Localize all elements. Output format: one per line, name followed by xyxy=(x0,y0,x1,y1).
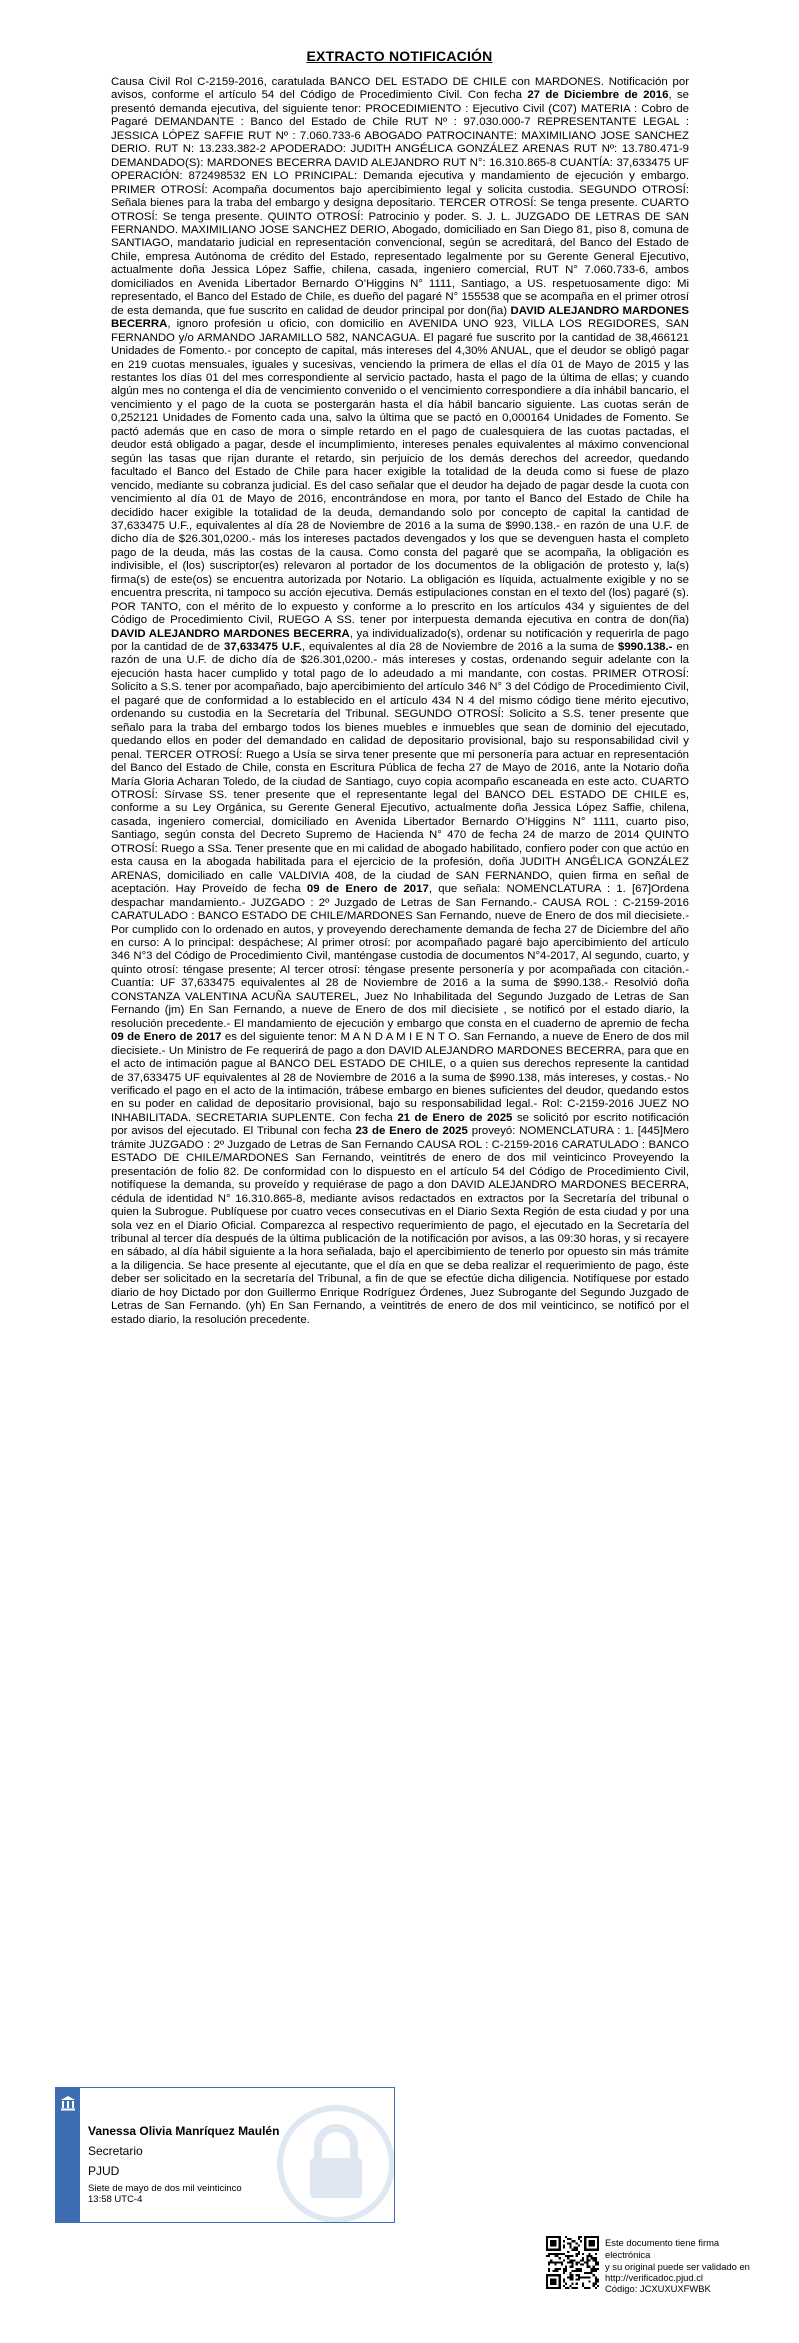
signer-role: Secretario xyxy=(88,2144,143,2158)
body-text-segment: proveyó: NOMENCLATURA : 1. [445]Mero trámite JUZGADO : 2º Juzgado de Letras de San Fernando CAUSA ROL : C-2159-2016 CARATULADO : BANCO ESTADO DE CHILE/MARDONES San Fernando, veintitrés de enero de dos mil veinticinco Proveyendo la presentación de folio 82. De conformidad con lo dispuesto en el artículo 54 del Código de Procedimiento Civil, notifíquese la demanda, su proveído y requiérase de pago a don DAVID ALEJANDRO MARDONES BECERRA, cédula de identidad N° 16.310.865-8, mediante avisos redactados en extractos por la Secretaría del tribunal o quien la Subrogue. Publíquese por cuatro veces consecutivas en el Diario Sexta Región de esta ciudad y por una sola vez en el Diario Oficial. Comparezca al respectivo requerimiento de pago, el ejecutado en la Secretaría del tribunal al tercer día después de la última publicación de la notificación por avisos, a las 09:30 horas, y si recayere en sábado, al día hábil siguiente a la hora señalada, bajo el apercibimiento de tenerlo por opuesto sin más trámite a la diligencia. Se hace presente al ejecutante, que el día en que se deba realizar el requerimiento de pago, éste deber ser solicitado en la secretaría del Tribunal, a fin de que se efectúe dicha diligencia. Notifíquese por estado diario de hoy Dictado por don Guillermo Enrique Rodríguez Órdenes, Juez Subrogante del Segundo Juzgado de Letras de San Fernando. (yh) En San Fernando, a veintitrés de enero de dos mil veinticinco, se notificó por el estado diario, la resolución precedente. xyxy=(111,1125,689,1326)
body-text-segment: en razón de una U.F. de dicho día de $26.301,0200.- más intereses y costas, ordenando seguir adelante con la ejecución hasta hacer cumplido y total pago de lo adeudado a mi mandante, con costas. PRIMER OTROSÍ: Solicito a S.S. tener por acompañado, bajo apercibimiento del artículo 346 N° 3 del Código de Procedimiento Civil, el pagaré que de conformidad a lo establecido en el artículo 434 N 4 del mismo código tiene mérito ejecutivo, ordenando su custodia en la Secretaría del Tribunal. SEGUNDO OTROSÍ: Solicito a S.S. tener presente que señalo para la traba del embargo todos los bienes muebles e inmuebles que sean de dominio del ejecutado, quedando ellos en poder del demandado en calidad de depositario provisional, bajo su responsabilidad civil y penal. TERCER OTROSÍ: Ruego a Usía se sirva tener presente que mi personería para actuar en representación del Banco del Estado de Chile, consta en Escritura Pública de fecha 27 de Mayo de 2016, ante la Notario doña María Gloria Acharan Toledo, de la ciudad de Santiago, cuyo copia acompaño escaneada en este acto. CUARTO OTROSÍ: Sírvase SS. tener presente que el representante legal del BANCO DEL ESTADO DE CHILE es, conforme a su Ley Orgánica, su Gerente General Ejecutivo, actualmente doña Jessica López Saffie, chilena, casada, ingeniero comercial, domiciliado en Avenida Libertador Bernardo O’Higgins N° 1111, cuarto piso, Santiago, según consta del Decreto Supremo de Hacienda N° 470 de fecha 24 de marzo de 2014 QUINTO OTROSÍ: Ruego a SSa. Tener presente que en mi calidad de abogado habilitado, confiero poder con que actúo en esta causa en la abogada habilitada para el ejercicio de la profesión, doña JUDITH ANGÉLICA GONZÁLEZ ARENAS, domiciliado en calle VALDIVIA 408, de la ciudad de SAN FERNANDO, quien firma en señal de aceptación. Hay Proveído de fecha xyxy=(111,641,689,896)
body-text-segment: , se presentó demanda ejecutiva, del siguiente tenor: PROCEDIMIENTO : Ejecutivo Civil (C07) MATERIA : Cobro de Pagaré DEMANDANTE : Banco del Estado de Chile RUT Nº : 97.030.000-7 REPRESENTANTE LEGAL : JESSICA LÓPEZ SAFFIE RUT Nº : 7.060.733-6 ABOGADO PATROCINANTE: MAXIMILIANO JOSE SANCHEZ DERIO. RUT N: 13.233.382-2 APODERADO: JUDITH ANGÉLICA GONZÁLEZ ARENAS RUT Nº: 13.780.471-9 DEMANDADO(S): MARDONES BECERRA DAVID ALEJANDRO RUT N°: 16.310.865-8 CUANTÍA: 37,633475 UF OPERACIÓN: 872498532 EN LO PRINCIPAL: Demanda ejecutiva y mandamiento de ejecución y embargo. PRIMER OTROSÍ: Acompaña documentos bajo apercibimiento legal y solicita custodia. SEGUNDO OTROSÍ: Señala bienes para la traba del embargo y designa depositario. TERCER OTROSÍ: Se tenga presente. CUARTO OTROSÍ: Se tenga presente. QUINTO OTROSÍ: Patrocinio y poder. S. J. L. JUZGADO DE LETRAS DE SAN FERNANDO. MAXIMILIANO JOSE SANCHEZ DERIO, Abogado, domiciliado en San Diego 81, piso 8, comuna de SANTIAGO, mandatario judicial en representación convencional, según se acreditará, del Banco del Estado de Chile, empresa Autónoma de crédito del Estado, representado legalmente por su Gerente General Ejecutivo, actualmente doña Jessica López Saffie, chilena, casada, ingeniero comercial, RUT N° 7.060.733-6, ambos domiciliados en Avenida Libertador Bernardo O’Higgins N° 1111, Santiago, a US. respetuosamente digo: Mi representado, el Banco del Estado de Chile, es dueño del pagaré N° 155538 que se acompaña en el primer otrosí de esta demanda, que fue suscrito en calidad de deudor principal por don(ña) xyxy=(111,89,689,317)
signer-name: Vanessa Olivia Manríquez Maulén xyxy=(88,2124,280,2138)
document-title: EXTRACTO NOTIFICACIÓN xyxy=(306,48,493,64)
verification-text xyxy=(605,2237,755,2284)
signature-date-line: Siete de mayo de dos mil veinticinco xyxy=(88,2183,242,2194)
verification-code: Código: JCXUXUXFWBK xyxy=(605,2283,711,2294)
body-text-segment: es del siguiente tenor: M A N D A M I E N T O. San Fernando, a nueve de Enero de dos mil diecisiete.- Un Ministro de Fe requerirá de pago a don DAVID ALEJANDRO MARDONES BECERRA, para que en el acto de intimación pague al BANCO DEL ESTADO DE CHILE, o a quien sus derechos represente la cantidad de 37,633475 UF equivalentes al 28 de Noviembre de 2016 a la suma de $990.138, más intereses, y costas.- No verificado el pago en el acto de la intimación, trábese embargo en bienes suficientes del deudor, quedando estos en su poder en calidad de depositario provisional, bajo su responsabilidad legal.- Rol: C-2159-2016 JUEZ NO INHABILITADA. SECRETARIA SUPLENTE. Con fecha xyxy=(111,1031,689,1124)
verification-link[interactable]: http://verificadoc.pjud.cl xyxy=(605,2272,703,2284)
emphasized-text: DAVID ALEJANDRO MARDONES BECERRA xyxy=(111,304,689,331)
emphasized-text: 23 de Enero de 2025 xyxy=(355,1125,468,1138)
emphasized-text: 09 de Enero de 2017 xyxy=(306,883,429,896)
body-text-segment: , ya individualizado(s), ordenar su notificación y requerirla de pago por la cantidad de de xyxy=(111,627,689,654)
signature-accent-strip xyxy=(56,2088,80,2222)
signer-organization: PJUD xyxy=(88,2164,120,2178)
verification-line: Este documento tiene firma electrónica xyxy=(605,2237,720,2260)
qr-code-icon xyxy=(546,2236,599,2289)
electronic-signature-box xyxy=(55,2087,395,2223)
emphasized-text: 09 de Enero de 2017 xyxy=(111,1031,222,1044)
bank-building-icon xyxy=(59,2094,77,2112)
body-text-segment: , que señala: NOMENCLATURA : 1. [67]Ordena despachar mandamiento.- JUZGADO : 2º Juzgado de Letras de San Fernando.- CAUSA ROL : C-2159-2016 CARATULADO : BANCO ESTADO DE CHILE/MARDONES San Fernando, nueve de Enero de dos mil diecisiete.- Por cumplido con lo ordenado en autos, y proveyendo derechamente demanda de fecha 27 de Diciembre del año en curso: A lo principal: despáchese; Al primer otrosí: por acompañado pagaré bajo apercibimiento del artículo 346 N°3 del Código de Procedimiento Civil, manténgase custodia de documentos N°4-2017, Al segundo, cuarto, y quinto otrosí: téngase presente; Al tercer otrosí: téngase presente personería y por acompañada con citación.- Cuantía: UF 37,633475 equivalentes al 28 de Noviembre de 2016 a la suma de $990.138.- Resolvió doña CONSTANZA VALENTINA ACUÑA SAUTEREL, Juez No Inhabilitada del Segundo Juzgado de Letras de San Fernando (jm) En San Fernando, a nueve de Enero de dos mil diecisiete , se notificó por el estado diario, la resolución precedente.- El mandamiento de ejecución y embargo que consta en el cuaderno de apremio de fecha xyxy=(111,883,689,1030)
body-text-segment: Causa Civil Rol C-2159-2016, caratulada BANCO DEL ESTADO DE CHILE con MARDONES. Notificación por avisos, conforme el artículo 54 del Código de Procedimiento Civil. Con fecha xyxy=(111,76,689,102)
body-text-segment: se solicitó por escrito notificación por avisos del ejecutado. El Tribunal con fecha xyxy=(111,1111,690,1138)
body-text-segment: , equivalentes al día 28 de Noviembre de 2016 a la suma de xyxy=(301,641,618,654)
padlock-icon xyxy=(276,2104,396,2224)
body-text-segment: , ignoro profesión u oficio, con domicilio en AVENIDA UNO 923, VILLA LOS REGIDORES, SAN FERNANDO y/o ARMANDO JARAMILLO 582, NANCAGUA. El pagaré fue suscrito por la cantidad de 38,466121 Unidades de Fomento.- por concepto de capital, más intereses del 4,30% ANUAL, que el deudor se obligó pagar en 219 cuotas mensuales, iguales y sucesivas, venciendo la primera de ellas el día 01 de Mayo de 2015 y las restantes los días 01 del mes correspondiente al servicio pactado, hasta el pago de la última de ellas; y cuando algún mes no contenga el día de vencimiento convenido o el vencimiento correspondiere a día inhábil bancario, el vencimiento y el pago de la cuota se postergarán hasta el día hábil bancario siguiente. Las cuotas serán de 0,252121 Unidades de Fomento cada una, salvo la última que se pactó en 0,000164 Unidades de Fomento. Se pactó además que en caso de mora o simple retardo en el pago de cualesquiera de las cuotas pactadas, el deudor está obligado a pagar, desde el incumplimiento, intereses penales equivalentes al máximo convencional según las tasas que rijan durante el retardo, sin perjuicio de los demás derechos del acreedor, quedando facultado el Banco del Estado de Chile para hacer exigible la totalidad de la deuda como si fuese de plazo vencido, mediante su cobranza judicial. Es del caso señalar que el deudor ha dejado de pagar desde la cuota con vencimiento al día 01 de Mayo de 2016, encontrándose en mora, por tanto el Banco del Estado de Chile ha decidido hacer exigible la totalidad de la deuda, demandando solo por concepto de capital la cantidad de 37,633475 U.F., equivalentes al día 28 de Noviembre de 2016 a la suma de $990.138.- en razón de una U.F. de dicho día de $26.301,0200.- más los intereses pactados devengados y los que se devenguen hasta el completo pago de la deuda, más las costas de la causa. Como consta del pagaré que se acompaña, la obligación es indivisible, el (los) suscriptor(es) relevaron al portador de los documentos de la obligación de protesto y, la(s) firma(s) de este(os) se encuentra autorizada por Notario. La obligación es líquida, actualmente exigible y no se encuentra prescrita, ni tampoco su acción ejecutiva. Demás estipulaciones constan en el texto del (los) pagaré (s). POR TANTO, con el mérito de lo expuesto y conforme a lo prescrito en los artículos 434 y siguientes de del Código de Procedimiento Civil, RUEGO A SS. tener por interpuesta demanda ejecutiva en contra de don(ña) xyxy=(111,318,689,627)
emphasized-text: 21 de Enero de 2025 xyxy=(397,1111,513,1124)
emphasized-text: $990.138.- xyxy=(618,641,673,654)
emphasized-text: DAVID ALEJANDRO MARDONES BECERRA xyxy=(111,627,350,640)
emphasized-text: 27 de Diciembre de 2016 xyxy=(527,89,669,102)
notification-body xyxy=(111,76,689,1327)
emphasized-text: 37,633475 U.F. xyxy=(224,641,302,654)
signature-date xyxy=(88,2183,242,2205)
verification-line: y su original puede ser validado en xyxy=(605,2260,750,2272)
signature-time-line: 13:58 UTC-4 xyxy=(88,2194,143,2205)
